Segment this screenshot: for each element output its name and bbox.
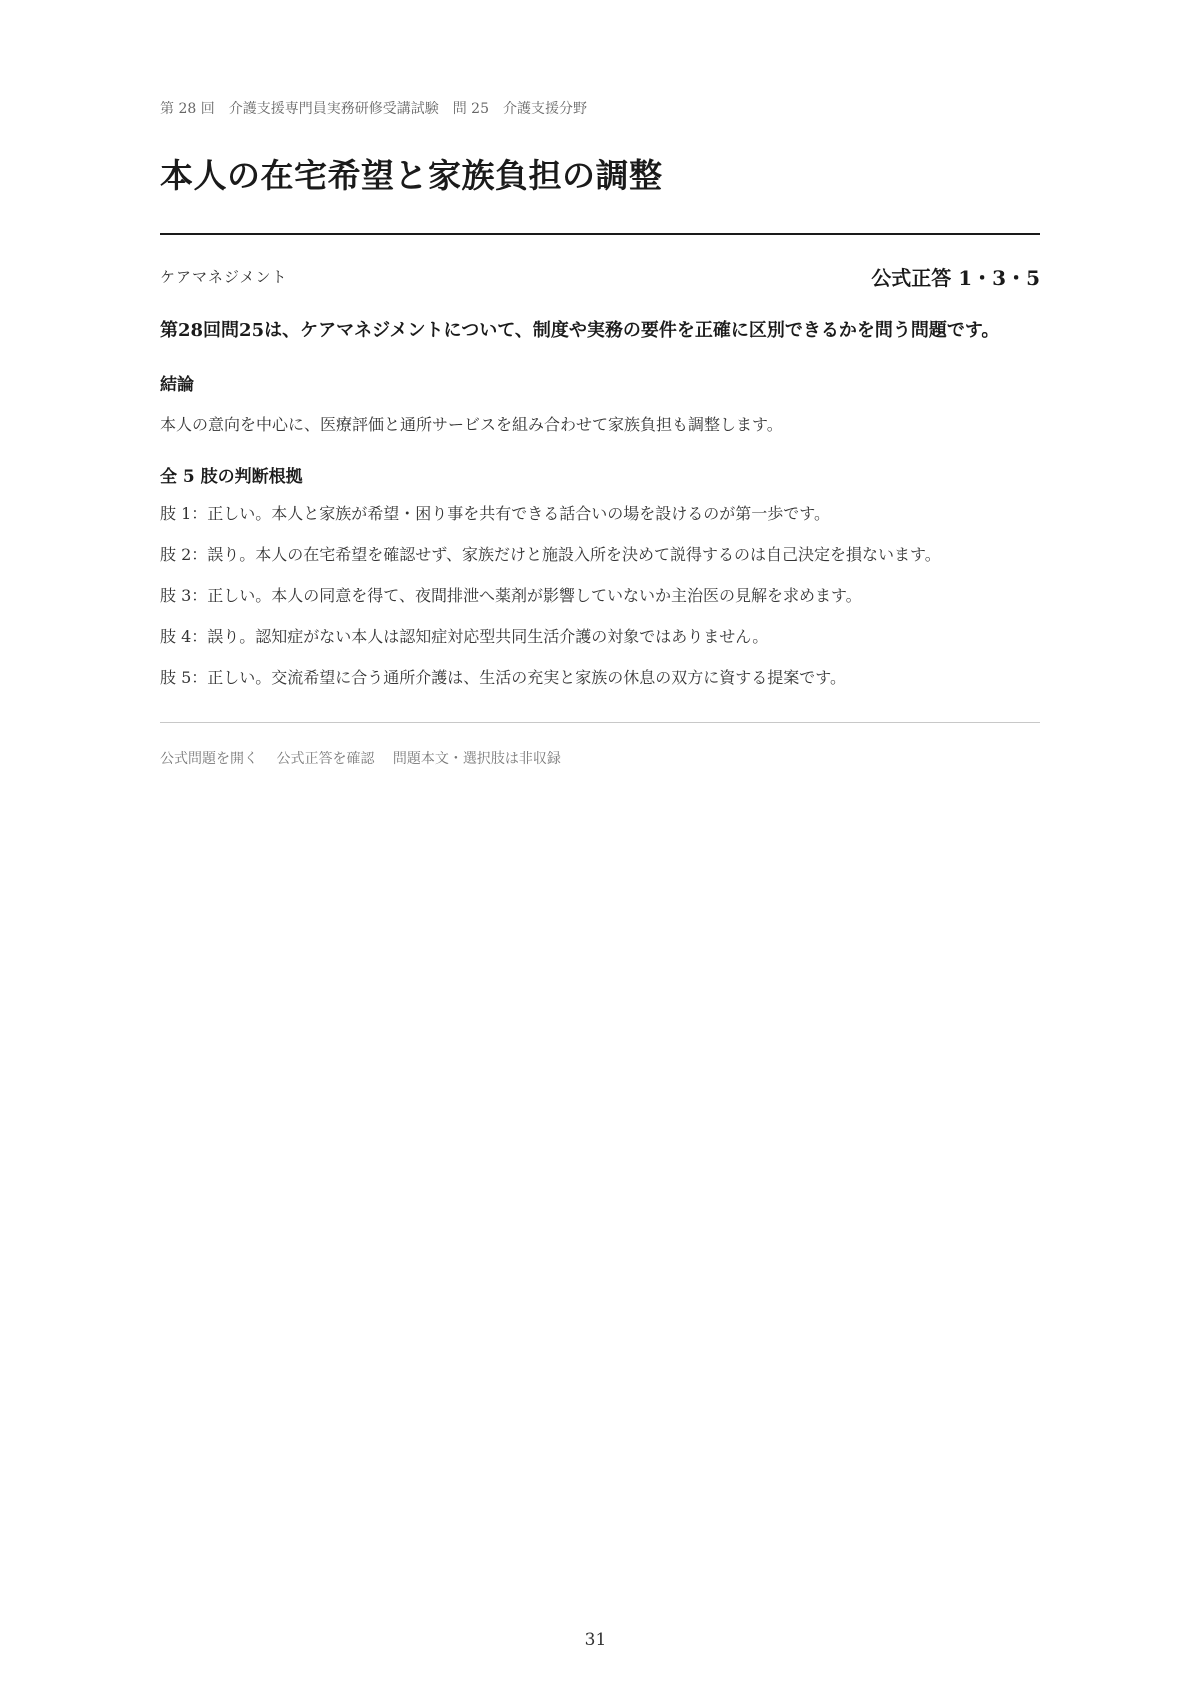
- lead-summary: 第28回問25は、ケアマネジメントについて、制度や実務の要件を正確に区別できるかを問う問題です。: [160, 320, 1000, 341]
- footer-divider: [160, 722, 1040, 723]
- conclusion-text: 本人の意向を中心に、医療評価と通所サービスを組み合わせて家族負担も調整します。: [160, 415, 783, 434]
- official-answer: 公式正答 1・3・5: [871, 266, 1040, 290]
- reason-item-3: 肢 3：正しい。本人の同意を得て、夜間排泄へ薬剤が影響していないか主治医の見解を求めます。: [160, 586, 862, 605]
- reason-item-2: 肢 2：誤り。本人の在宅希望を確認せず、家族だけと施設入所を決めて説得するのは自己決定を損ないます。: [160, 545, 941, 564]
- category-label: ケアマネジメント: [160, 268, 288, 286]
- conclusion-heading: 結論: [160, 375, 194, 395]
- meta-row: [160, 262, 1040, 294]
- open-problem-link[interactable]: 公式問題を開く: [160, 751, 258, 767]
- document-page: [160, 0, 1040, 1684]
- reason-item-4: 肢 4：誤り。認知症がない本人は認知症対応型共同生活介護の対象ではありません。: [160, 627, 769, 646]
- reason-item-5: 肢 5：正しい。交流希望に合う通所介護は、生活の充実と家族の休息の双方に資する提案です。: [160, 668, 846, 687]
- page-title: 本人の在宅希望と家族負担の調整: [160, 156, 663, 195]
- breadcrumb: 第 28 回 介護支援専門員実務研修受講試験 問 25 介護支援分野: [160, 101, 587, 117]
- title-divider: [160, 233, 1040, 235]
- check-answer-link[interactable]: 公式正答を確認: [276, 751, 375, 767]
- footer-links: [160, 748, 561, 768]
- reasons-list: [160, 503, 1040, 708]
- page-number: 31: [584, 1630, 607, 1650]
- reason-item-1: 肢 1：正しい。本人と家族が希望・困り事を共有できる話合いの場を設けるのが第一歩です。: [160, 504, 830, 523]
- footer-note: 問題本文・選択肢は非収録: [392, 751, 561, 767]
- reasons-heading: 全 5 肢の判断根拠: [160, 467, 303, 487]
